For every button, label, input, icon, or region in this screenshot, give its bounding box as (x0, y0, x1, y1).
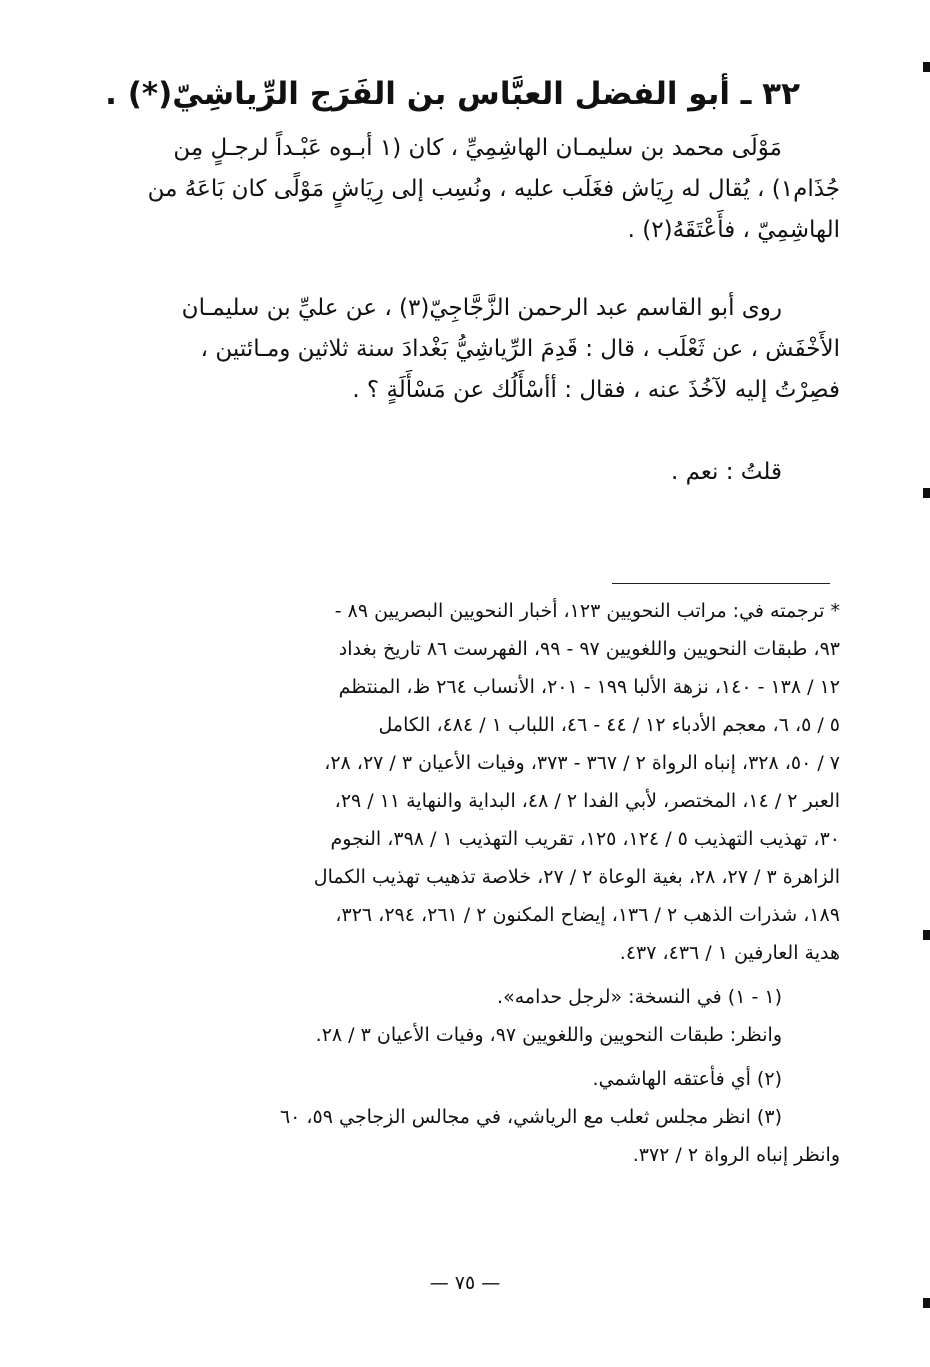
margin-mark (923, 488, 930, 498)
footnote-1: (١ - ١) في النسخة: «لرجل حدامه». (497, 986, 782, 1008)
paragraph-1 (147, 128, 840, 251)
footnote-1-continued: وانظر: طبقات النحويين واللغويين ٩٧، وفيات الأعيان ٣ / ٢٨. (315, 1024, 782, 1046)
margin-mark (923, 62, 930, 72)
source-line: ١٨٩، شذرات الذهب ٢ / ١٣٦، إيضاح المكنون ٢ / ٢٦١، ٢٩٤، ٣٢٦، (335, 904, 840, 926)
footnotes (130, 592, 840, 1174)
text-line: الهاشِمِيّ ، فأَعْتَقَهُ(٢) . (627, 217, 840, 243)
paragraph-3 (150, 452, 840, 493)
paragraph-2 (150, 288, 840, 411)
text-line: قلتُ : نعم . (671, 459, 782, 485)
footnote-3: (٣) انظر مجلس ثعلب مع الرياشي، في مجالس الزجاجي ٥٩، ٦٠ (279, 1106, 782, 1128)
source-line: ٥ / ٥، ٦، معجم الأدباء ١٢ / ٤٤ - ٤٦، اللباب ١ / ٤٨٤، الكامل (378, 714, 840, 736)
entry-heading: ٣٢ ـ أبو الفضل العبَّاس بن الفَرَج الرِّياشِيّ(*) . (105, 76, 800, 112)
source-line: ٧ / ٥٠، ٣٢٨، إنباه الرواة ٢ / ٣٦٧ - ٣٧٣، وفيات الأعيان ٣ / ٢٧، ٢٨، (324, 752, 840, 774)
footnote-2: (٢) أي فأعتقه الهاشمي. (592, 1068, 782, 1090)
text-line: فصِرْتُ إليه لآخُذَ عنه ، فقال : أأسْأَلُك عن مَسْأَلَةٍ ؟ . (352, 377, 840, 403)
text-line: جُذَام١) ، يُقال له رِيَاش فغَلَب عليه ، ونُسِب إلى رِيَاشٍ مَوْلًى كان بَاعَهُ من (147, 176, 840, 202)
source-line: ٣٠، تهذيب التهذيب ٥ / ١٢٤، ١٢٥، تقريب التهذيب ١ / ٣٩٨، النجوم (330, 828, 840, 850)
source-line: ١٢ / ١٣٨ - ١٤٠، نزهة الألبا ١٩٩ - ٢٠١، الأنساب ٢٦٤ ظ، المنتظم (338, 676, 840, 698)
source-line: هدية العارفين ١ / ٤٣٦، ٤٣٧. (619, 942, 840, 964)
footnote-separator (612, 583, 830, 584)
text-line: مَوْلَى محمد بن سليمـان الهاشِمِيِّ ، كان (١ أبـوه عَبْـداً لرجـلٍ مِن (173, 135, 782, 161)
margin-mark (923, 1298, 930, 1308)
footnote-3-continued: وانظر إنباه الرواة ٢ / ٣٧٢. (632, 1144, 840, 1166)
margin-mark (923, 930, 930, 940)
text-line: الأَخْفَش ، عن ثَعْلَب ، قال : قَدِمَ الرِّياشِيُّ بَغْدادَ سنة ثلاثين ومـائتين ، (200, 336, 840, 362)
source-line: الزاهرة ٣ / ٢٧، ٢٨، بغية الوعاة ٢ / ٢٧، خلاصة تذهيب تهذيب الكمال (313, 866, 840, 888)
page-number: — ٧٥ — (429, 1272, 501, 1294)
source-line: العبر ٢ / ١٤، المختصر، لأبي الفدا ٢ / ٤٨، البداية والنهاية ١١ / ٢٩، (334, 790, 840, 812)
source-line: * ترجمته في: مراتب النحويين ١٢٣، أخبار النحويين البصريين ٨٩ - (334, 600, 840, 622)
source-line: ٩٣، طبقات النحويين واللغويين ٩٧ - ٩٩، الفهرست ٨٦ تاريخ بغداد (338, 638, 840, 660)
text-line: روى أبو القاسم عبد الرحمن الزَّجَّاجِيّ(٣) ، عن عليِّ بن سليمـان (181, 295, 782, 321)
